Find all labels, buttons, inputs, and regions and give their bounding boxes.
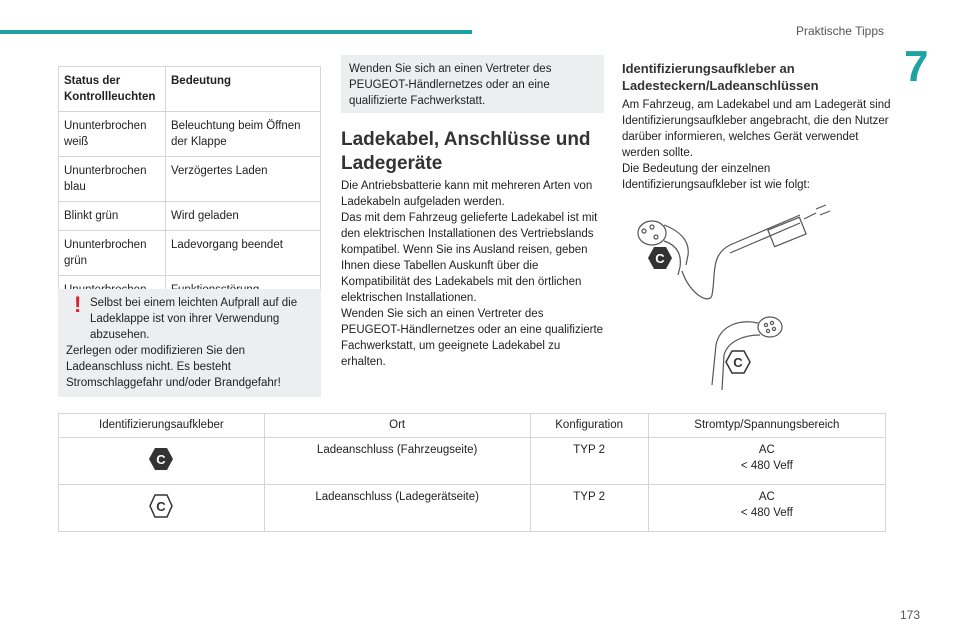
location-cell: Ladeanschluss (Ladegerätseite) — [264, 485, 530, 532]
paragraph: Die Antriebsbatterie kann mit mehreren Arten von Ladekabeln aufgeladen werden. — [341, 180, 593, 208]
warning-box — [58, 289, 321, 397]
current-cell — [648, 438, 885, 485]
paragraph: Am Fahrzeug, am Ladekabel und am Ladegerät sind Identifizierungsaufkleber angebracht, die den Nutzer darüber informieren, welches Gerät verwendet werden sollte. — [622, 99, 891, 159]
paragraph: Die Bedeutung der einzelnen Identifizierungsaufkleber ist wie folgt: — [622, 163, 810, 191]
current-type: AC — [758, 444, 775, 456]
meaning-cell: Verzögertes Laden — [166, 157, 321, 202]
sticker-c-filled-icon — [149, 447, 173, 471]
meaning-cell: Beleuchtung beim Öffnen der Klappe — [166, 112, 321, 157]
config-cell: TYP 2 — [530, 485, 648, 532]
header-cell: Stromtyp/Spannungsbereich — [648, 414, 885, 438]
paragraph: Wenden Sie sich an einen Vertreter des PEUGEOT-Händlernetzes oder an eine qualifizierte Fachwerkstatt, um geeignete Ladekabel zu erhalten. — [341, 308, 604, 368]
badge-letter: C — [156, 499, 167, 514]
table-header-row — [59, 414, 886, 438]
status-cell: Blinkt grün — [59, 202, 166, 231]
status-cell: Ununterbrochen blau — [59, 157, 166, 202]
header-cell: Status der Kontrollleuchten — [59, 67, 166, 112]
header-cell: Ort — [264, 414, 530, 438]
info-box: Wenden Sie sich an einen Vertreter des PEUGEOT-Händlernetzes oder an eine qualifizierte Fachwerkstatt. — [341, 55, 604, 113]
header-cell: Bedeutung — [166, 67, 321, 112]
meaning-cell: Wird geladen — [166, 202, 321, 231]
identification-table — [58, 413, 886, 532]
current-cell — [648, 485, 885, 532]
table-row — [59, 231, 321, 276]
current-type: AC — [758, 491, 775, 503]
badge-cell — [59, 485, 265, 532]
warning-text-2: Zerlegen oder modifizieren Sie den Ladeanschluss nicht. Es besteht Stromschlaggefahr und/oder Brandgefahr! — [66, 345, 281, 389]
voltage-range: < 480 Veff — [740, 507, 793, 519]
table-row — [59, 157, 321, 202]
status-cell: Ununterbrochen grün — [59, 231, 166, 276]
warning-icon: ! — [74, 292, 82, 317]
charger-plug-drawing — [712, 317, 782, 390]
sticker-c-outline-icon — [149, 494, 173, 518]
chapter-number: 7 — [904, 42, 929, 91]
stickers-text — [622, 97, 892, 193]
table-header-row — [59, 67, 321, 112]
paragraph: Das mit dem Fahrzeug gelieferte Ladekabel ist mit den elektrischen Installationen des Vertriebslands kompatibel. Wenn Sie ins Ausland reisen, geben Ihnen diese Tabellen Auskunft über die Kompatibilität des Ladekabels mit den örtlichen elektrischen Installationen. — [341, 212, 598, 304]
cables-text — [341, 178, 606, 370]
section-title: Praktische Tipps — [795, 24, 884, 38]
cables-heading: Ladekabel, Anschlüsse und Ladegeräte — [341, 129, 591, 174]
charging-cable-illustration — [620, 195, 890, 395]
location-cell: Ladeanschluss (Fahrzeugseite) — [264, 438, 530, 485]
header-cell: Identifizierungsaufkleber — [59, 414, 265, 438]
stickers-heading: Identifizierungsaufkleber an Ladesteckern/Ladeanschlüssen — [622, 61, 819, 93]
warning-text-1: Selbst bei einem leichten Aufprall auf die Ladeklappe ist von ihrer Verwendung abzusehen. — [90, 297, 298, 341]
badge-letter: C — [156, 452, 167, 467]
badge-cell — [59, 438, 265, 485]
config-cell: TYP 2 — [530, 438, 648, 485]
table-row — [59, 112, 321, 157]
page-number: 173 — [899, 608, 920, 622]
header-cell: Konfiguration — [530, 414, 648, 438]
meaning-cell: Ladevorgang beendet — [166, 231, 321, 276]
voltage-range: < 480 Veff — [740, 460, 793, 472]
header-accent-bar — [0, 30, 472, 34]
sticker-c-outline-icon — [726, 351, 750, 373]
status-table — [58, 66, 321, 321]
table-row — [59, 485, 886, 532]
sticker-c-filled-icon — [648, 247, 672, 269]
sticker-letter: C — [655, 251, 665, 266]
sticker-letter: C — [733, 355, 743, 370]
status-cell: Ununterbrochen weiß — [59, 112, 166, 157]
table-row — [59, 438, 886, 485]
table-row — [59, 202, 321, 231]
